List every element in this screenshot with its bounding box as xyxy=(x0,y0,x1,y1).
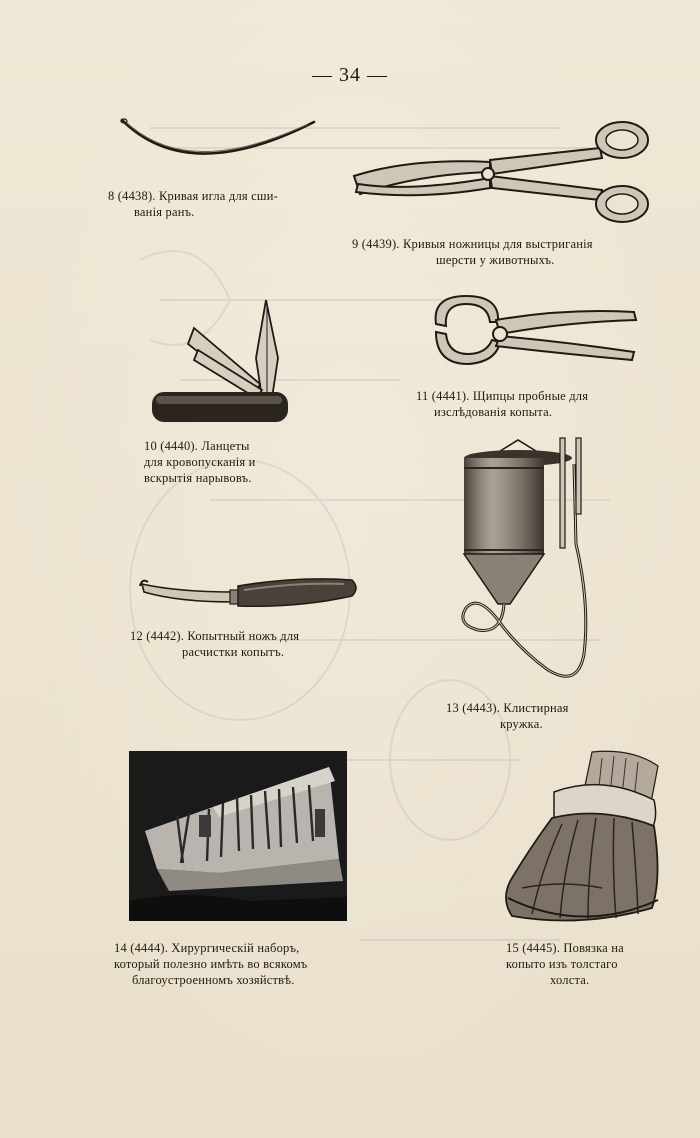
hoof-bandage-icon xyxy=(502,748,662,928)
caption-fig-9: 9 (4439). Кривыя ножницы для выстриганія шерсти у животныхъ. xyxy=(352,237,593,267)
curved-needle-icon xyxy=(118,114,318,180)
enema-mug-icon xyxy=(458,434,598,696)
surgical-kit-icon xyxy=(129,751,347,921)
caption-fig-15: 15 (4445). Повязка на копыто изъ толстаго холста. xyxy=(506,941,624,987)
curved-scissors-icon xyxy=(350,114,660,226)
page-number: — 34 — xyxy=(312,64,388,86)
caption-fig-13: 13 (4443). Клистирная кружка. xyxy=(446,701,569,731)
folding-lancets-icon xyxy=(150,298,295,430)
hoof-pincers-icon xyxy=(426,292,641,372)
caption-fig-14: 14 (4444). Хирургическій наборъ, который полезно имѣть во всякомъ благоустроенномъ хозяйствѣ. xyxy=(114,941,308,987)
caption-fig-11: 11 (4441). Щипцы пробные для изслѣдованія копыта. xyxy=(416,389,589,419)
surgical-kit-photo xyxy=(129,751,347,921)
caption-fig-8: 8 (4438). Кривая игла для сши- ванія ранъ. xyxy=(108,189,278,219)
caption-fig-12: 12 (4442). Копытный ножъ для расчистки копытъ. xyxy=(130,629,300,659)
hoof-knife-icon xyxy=(138,574,360,614)
caption-fig-10: 10 (4440). Ланцеты для кровопусканія и вскрытія нарывовъ. xyxy=(144,439,256,485)
